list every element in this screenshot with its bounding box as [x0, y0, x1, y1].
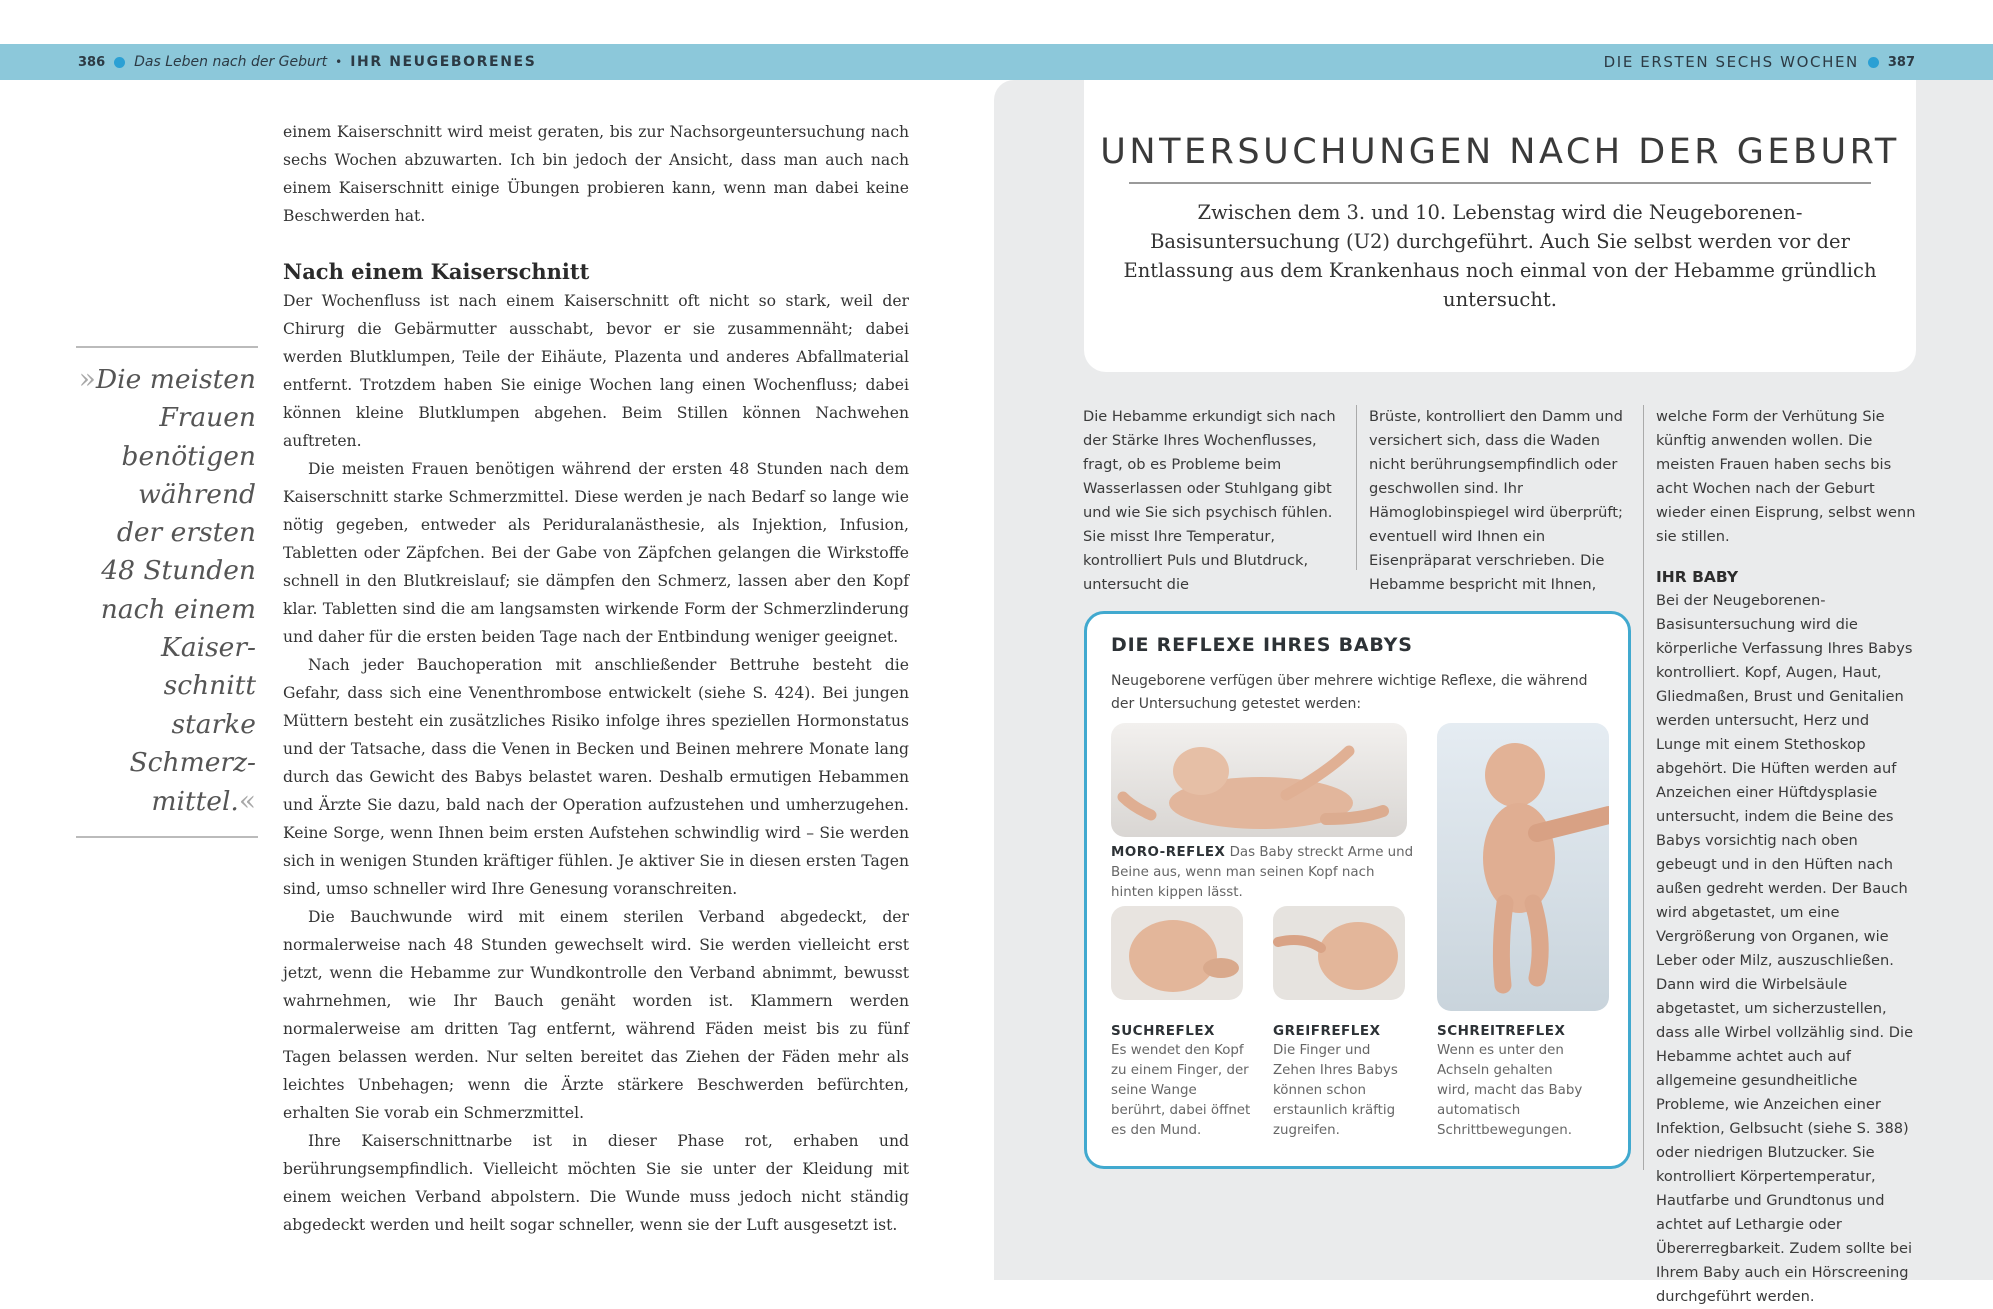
paragraph: Brüste, kontrolliert den Damm und versichert sich, dass die Waden nicht berührungsempfindlich oder geschwollen sind. Ihr Hämoglobinspiegel wird überprüft; eventuell wird Ihnen ein Eisenpräparat verschrieben. Die Hebamme bespricht mit Ihnen,	[1369, 408, 1623, 593]
section-heading: Nach einem Kaiserschnitt	[283, 259, 590, 284]
top-margin	[0, 0, 1993, 44]
right-chapter-title: DIE ERSTEN SECHS WOCHEN	[1603, 53, 1859, 71]
schreitreflex-text: Wenn es unter den Achseln gehalten wird, macht das Baby automatisch Schrittbewegungen.	[1437, 1043, 1583, 1138]
bullet-dot-icon	[1868, 57, 1879, 68]
pull-quote-line: Frauen	[159, 402, 256, 434]
reflex-box	[1084, 611, 1631, 1169]
separator-bullet: •	[335, 55, 343, 69]
reflex-box-title: DIE REFLEXE IHRES BABYS	[1111, 634, 1413, 656]
suchreflex-caption	[1111, 1021, 1251, 1141]
pull-quote-line: Schmerz-	[129, 746, 256, 778]
pull-quote-line: Die meisten	[95, 364, 256, 395]
title-rule	[1129, 182, 1871, 184]
text-column-1	[1083, 405, 1345, 597]
paragraph: Nach jeder Bauchoperation mit anschließender Bettruhe besteht die Gefahr, dass sich eine Venenthrombose entwickelt (siehe S. 424). Bei jungen Müttern besteht ein zusätzliches Risiko infolge ihres speziellen Hormonstatus und der Tatsache, dass die Venen in Becken und Beinen mehrere Monate lang durch das Gewicht des Babys belastet waren. Deshalb ermutigen Hebammen und Ärzte Sie dazu, bald nach der Operation aufzustehen und umherzugehen. Keine Sorge, wenn Ihnen beim ersten Aufstehen schwindlig wird – Sie werden sich in wenigen Stunden kräftiger fühlen. Je aktiver Sie in diesen ersten Tagen sind, umso schneller wird Ihre Genesung voranschreiten.	[283, 656, 909, 898]
reflex-box-intro: Neugeborene verfügen über mehrere wichtige Reflexe, die während der Untersuchung getestet werden:	[1111, 673, 1588, 712]
quote-open-mark: »	[78, 362, 96, 395]
left-chapter-title: IHR NEUGEBORENES	[350, 54, 537, 70]
pull-quote-line: mittel.	[151, 786, 239, 818]
moro-reflex-photo	[1111, 723, 1407, 837]
left-section-title: Das Leben nach der Geburt	[134, 54, 328, 70]
greifreflex-caption	[1273, 1021, 1403, 1141]
right-page-number: 387	[1887, 54, 1915, 70]
schreitreflex-photo	[1437, 723, 1609, 1011]
feature-title-box	[1084, 80, 1916, 372]
left-page-body	[283, 118, 909, 1239]
greifreflex-photo	[1273, 906, 1405, 1000]
pull-quote-line: der ersten	[116, 517, 256, 549]
moro-reflex-caption	[1111, 843, 1421, 903]
paragraph: Die Hebamme erkundigt sich nach der Stärke Ihres Wochenflusses, fragt, ob es Probleme beim Wasserlassen oder Stuhlgang gibt und wie Sie sich psychisch fühlen. Sie misst Ihre Temperatur, kontrolliert Puls und Blutdruck, untersucht die	[1083, 408, 1336, 593]
feature-intro: Zwischen dem 3. und 10. Lebenstag wird die Neugeborenen-Basisuntersuchung (U2) durchgeführt. Auch Sie selbst werden vor der Entlassung aus dem Krankenhaus noch einmal von der Hebamme gründlich untersucht.	[1123, 201, 1877, 311]
greifreflex-text: Die Finger und Zehen Ihres Babys können schon erstaunlich kräftig zugreifen.	[1273, 1043, 1398, 1138]
schreitreflex-title: SCHREITREFLEX	[1437, 1023, 1566, 1039]
suchreflex-title: SUCHREFLEX	[1111, 1023, 1215, 1039]
running-header	[0, 44, 1993, 80]
paragraph: Ihre Kaiserschnittnarbe ist in dieser Phase rot, erhaben und berührungsempfindlich. Vielleicht möchten Sie sie unter der Kleidung mit einem weichen Verband abpolstern. Die Wunde muss jedoch nicht ständig abgedeckt werden und heilt sogar schneller, wenn sie der Luft ausgesetzt ist.	[283, 1132, 909, 1234]
pull-quote	[76, 346, 258, 838]
text-column-2	[1369, 405, 1627, 597]
paragraph: Der Wochenfluss ist nach einem Kaiserschnitt oft nicht so stark, weil der Chirurg die Gebärmutter ausschabt, bevor er sie zusammennäht; dabei werden Blutklumpen, Teile der Eihäute, Plazenta und anderes Abfallmaterial entfernt. Trotzdem haben Sie einige Wochen lang einen Wochenfluss; dabei können kleine Blutklumpen abgehen. Beim Stillen können Nachwehen auftreten.	[283, 292, 909, 450]
paragraph: Die meisten Frauen benötigen während der ersten 48 Stunden nach dem Kaiserschnitt starke Schmerzmittel. Diese werden je nach Bedarf so lange wie nötig gegeben, entweder als Periduralanästhesie, als Injektion, Infusion, Tabletten oder Zäpfchen. Bei der Gabe von Zäpfchen gelangen die Wirkstoffe schnell in den Blutkreislauf; sie dämpfen den Schmerz, lassen aber den Kopf klar. Tabletten sind die am langsamsten wirkende Form der Schmerzlinderung und daher für die ersten beiden Tage nach der Entbindung weniger geeignet.	[283, 460, 909, 646]
pull-quote-text	[76, 360, 258, 822]
feature-title: UNTERSUCHUNGEN NACH DER GEBURT	[1100, 132, 1900, 172]
pull-quote-line: schnitt starke	[163, 670, 256, 740]
suchreflex-text: Es wendet den Kopf zu einem Finger, der seine Wange berührt, dabei öffnet es den Mund.	[1111, 1043, 1251, 1138]
pull-quote-line: 48 Stunden	[101, 555, 256, 587]
bullet-dot-icon	[114, 57, 125, 68]
left-page-number: 386	[78, 54, 106, 70]
pull-quote-line: Kaiser-	[161, 632, 256, 664]
paragraph: Bei der Neugeborenen-Basisuntersuchung wird die körperliche Verfassung Ihres Babys kontrolliert. Kopf, Augen, Haut, Gliedmaßen, Brust und Genitalien werden untersucht, Herz und Lunge mit einem Stethoskop abgehört. Die Hüften werden auf Anzeichen einer Hüftdysplasie untersucht, indem die Beine des Babys vorsichtig nach oben gebeugt und in den Hüften nach außen gedreht werden. Der Bauch wird abgetastet, um eine Vergrößerung von Organen, wie Leber oder Milz, auszuschließen. Dann wird die Wirbelsäule abgetastet, um sicherzustellen, dass alle Wirbel vollzählig sind. Die Hebamme achtet auch auf allgemeine gesundheitliche Probleme, wie Anzeichen einer Infektion, Gelbsucht (siehe S. 388) oder niedrigen Blutzucker. Sie kontrolliert Körpertemperatur, Hautfarbe und Grundtonus und achtet auf Lethargie oder Übererregbarkeit. Zudem sollte bei Ihrem Baby auch ein Hörscreening durchgeführt werden.	[1656, 592, 1914, 1305]
right-running-head	[1604, 44, 1915, 80]
paragraph: einem Kaiserschnitt wird meist geraten, bis zur Nachsorgeuntersuchung nach sechs Wochen abzuwarten. Ich bin jedoch der Ansicht, dass man auch nach einem Kaiserschnitt einige Übungen probieren kann, wenn man dabei keine Beschwerden hat.	[283, 123, 909, 225]
left-running-head	[78, 44, 536, 80]
pull-quote-line: während	[138, 478, 256, 510]
column-divider	[1643, 405, 1644, 1170]
schreitreflex-caption	[1437, 1021, 1587, 1141]
column-divider	[1356, 405, 1357, 570]
suchreflex-photo	[1111, 906, 1243, 1000]
subheading: IHR BABY	[1656, 568, 1739, 586]
pull-quote-line: nach einem	[100, 593, 256, 625]
text-column-3	[1656, 405, 1916, 1309]
paragraph: Die Bauchwunde wird mit einem sterilen Verband abgedeckt, der normalerweise nach 48 Stunden gewechselt wird. Sie werden vielleicht erst jetzt, wenn die Hebamme zur Wundkontrolle den Verband abnimmt, bewusst wahrnehmen, wie Ihr Bauch genäht worden ist. Klammern werden normalerweise am dritten Tag entfernt, während Fäden meist bis zu fünf Tagen belassen werden. Nur selten bereitet das Ziehen der Fäden mehr als leichtes Unbehagen; wenn die Ärzte stärkere Beschwerden befürchten, erhalten Sie vorab ein Schmerzmittel.	[283, 908, 909, 1122]
pull-quote-line: benötigen	[121, 440, 256, 472]
moro-reflex-title: MORO-REFLEX	[1111, 845, 1226, 860]
paragraph: welche Form der Verhütung Sie künftig anwenden wollen. Die meisten Frauen haben sechs bis acht Wochen nach der Geburt wieder einen Eisprung, selbst wenn sie stillen.	[1656, 408, 1916, 545]
quote-close-mark: «	[238, 784, 256, 818]
moro-reflex-text: Das Baby streckt Arme und Beine aus, wenn man seinen Kopf nach hinten kippen lässt.	[1111, 845, 1414, 900]
greifreflex-title: GREIFREFLEX	[1273, 1023, 1381, 1039]
